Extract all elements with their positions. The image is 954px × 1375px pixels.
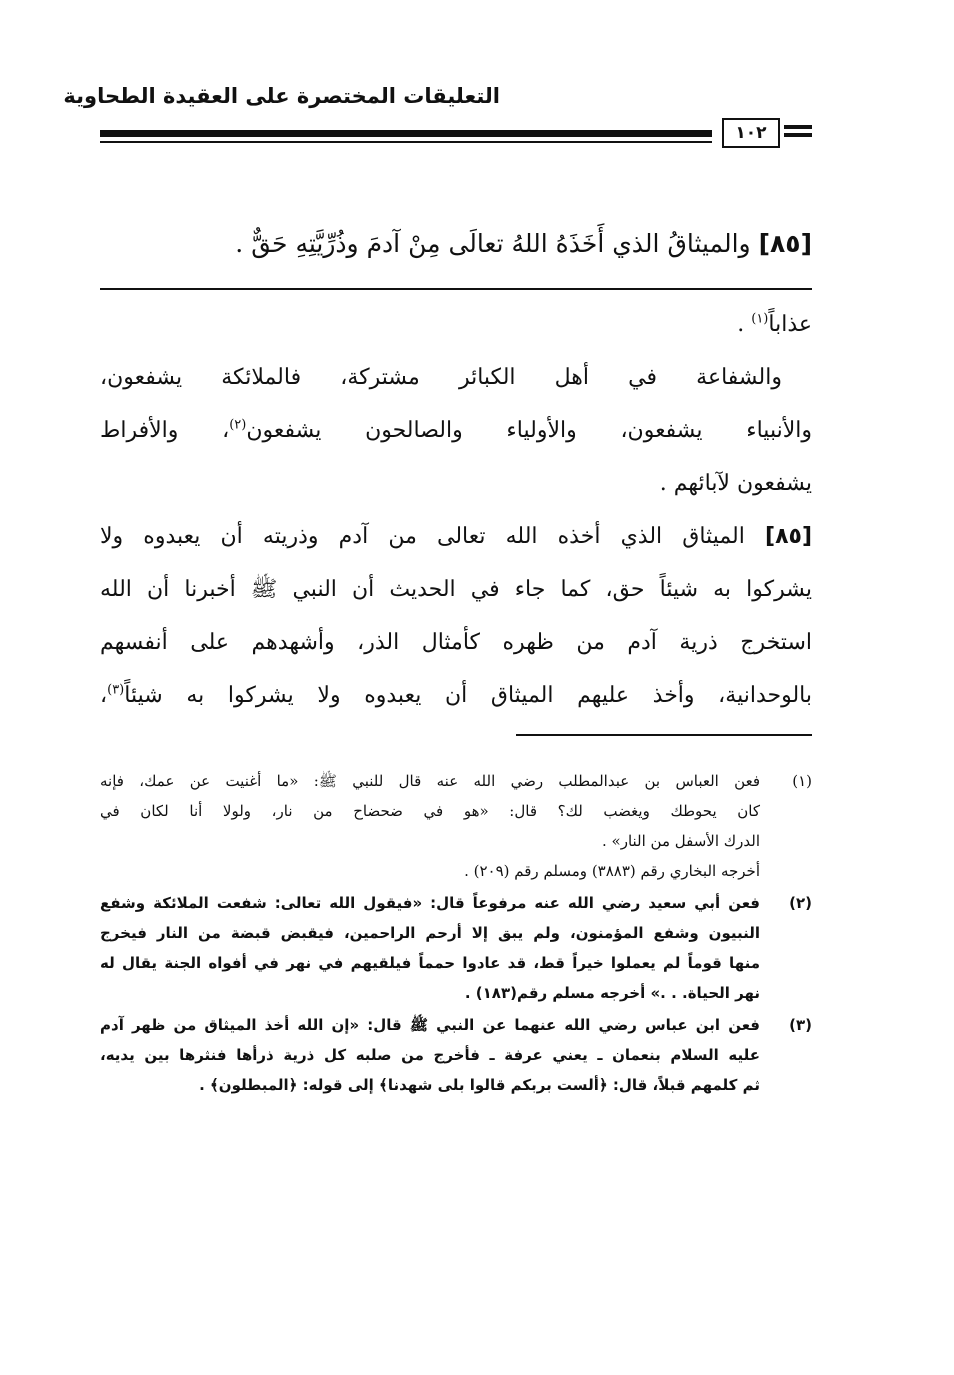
footnote-line: منها قوماً لم يعملوا خيراً قط، قد عادوا حمماً فيلقيهم في نهر في أفواه الجنة يقال له <box>100 954 760 972</box>
footnotes <box>100 766 812 1102</box>
footnote-number: (٢) <box>789 894 812 912</box>
body-line-text: بالوحدانية، وأخذ عليهم الميثاق أن يعبدوه ولا يشركوا به شيئاً <box>124 683 812 708</box>
body-line: والشفاعة في أهل الكبائر مشتركة، فالملائكة يشفعون، <box>100 365 782 390</box>
footnote-1 <box>100 766 812 886</box>
matn-number: [٨٥] <box>758 229 812 258</box>
body-line: استخرج ذرية آدم من ظهره كأمثال الذر، وأشهدهم على أنفسهم <box>100 630 812 655</box>
body-line-text: الميثاق الذي أخذه الله تعالى من آدم وذريته أن يعبدوه ولا <box>100 524 766 549</box>
header-rule-thin <box>100 141 712 143</box>
footnote-separator <box>516 734 812 736</box>
footnote-number: (١) <box>792 772 812 790</box>
footnote-source: أخرجه البخاري رقم (٣٨٨٣) ومسلم رقم (٢٠٩) . <box>464 862 760 880</box>
footnote-2 <box>100 888 812 1008</box>
footnote-line: ثم كلمهم قبلاً، قال: ﴿ألست بربكم قالوا بلى شهدنا﴾ إلى قوله: ﴿المبطلون﴾ . <box>199 1076 760 1094</box>
matn-divider <box>100 288 812 290</box>
footnote-line: فعن العباس بن عبدالمطلب رضي الله عنه قال للنبي ﷺ: «ما أغنيت عن عمك، فإنه <box>100 772 760 790</box>
footnote-line: الدرك الأسفل من النار» . <box>601 832 760 850</box>
footnote-line: عليه السلام بنعمان ـ يعني عرفة ـ فأخرج من صلبه كل ذرية ذرأها فنثرها بين يديه، <box>100 1046 760 1064</box>
body-line: يشركوا به شيئاً حق، كما جاء في الحديث أن النبي ﷺ أخبرنا أن الله <box>100 577 812 602</box>
matn-text: والميثاقُ الذي أَخَذَهُ اللهُ تعالَى مِنْ آدمَ وذُرِّيَّتِهِ حَقٌّ . <box>235 229 751 258</box>
header-rule <box>100 130 712 137</box>
body-line <box>100 298 812 351</box>
running-title: التعليقات المختصرة على العقيدة الطحاوية <box>63 84 500 108</box>
body-line-text: والأنبياء يشفعون، والأولياء والصالحون يشفعون <box>246 418 812 443</box>
body-line: يشفعون لآبائهم . <box>659 471 812 496</box>
body-line-end: . <box>737 312 752 337</box>
header-ornament <box>784 125 812 141</box>
footnote-ref: (٢) <box>229 417 247 433</box>
body-line <box>100 669 812 722</box>
page-number: ١٠٢ <box>722 118 780 148</box>
footnote-line: فعن ابن عباس رضي الله عنهما عن النبي ﷺ قال: «إن الله أخذ الميثاق من ظهر آدم <box>100 1016 760 1034</box>
footnote-3 <box>100 1010 812 1100</box>
body-line-end: ، والأفراط <box>100 418 230 443</box>
body-line <box>100 404 812 457</box>
paragraph-number: [٨٥] <box>765 524 812 549</box>
commentary-body <box>100 298 812 722</box>
body-line-text: عذاباً <box>768 312 812 337</box>
footnote-line: فعن أبي سعيد رضي الله عنه مرفوعاً قال: «فيقول الله تعالى: شفعت الملائكة وشفع <box>100 894 760 912</box>
footnote-ref: (١) <box>751 311 769 327</box>
body-line <box>100 510 812 563</box>
footnote-number: (٣) <box>789 1016 812 1034</box>
footnote-line: النبيون وشفع المؤمنون، ولم يبق إلا أرحم الراحمين، فيقبض قبضة من النار فيخرج <box>100 924 760 942</box>
footnote-line: نهر الحياة. . .» أخرجه مسلم رقم(١٨٣) . <box>464 984 760 1002</box>
footnote-line: كان يحوطك ويغضب لك؟ قال: «هو في ضحضاح من نار، ولولا أنا لكان في <box>100 802 760 820</box>
footnote-ref: (٣) <box>107 682 125 698</box>
body-line-end: ، <box>100 683 108 708</box>
matn-heading <box>100 222 812 266</box>
